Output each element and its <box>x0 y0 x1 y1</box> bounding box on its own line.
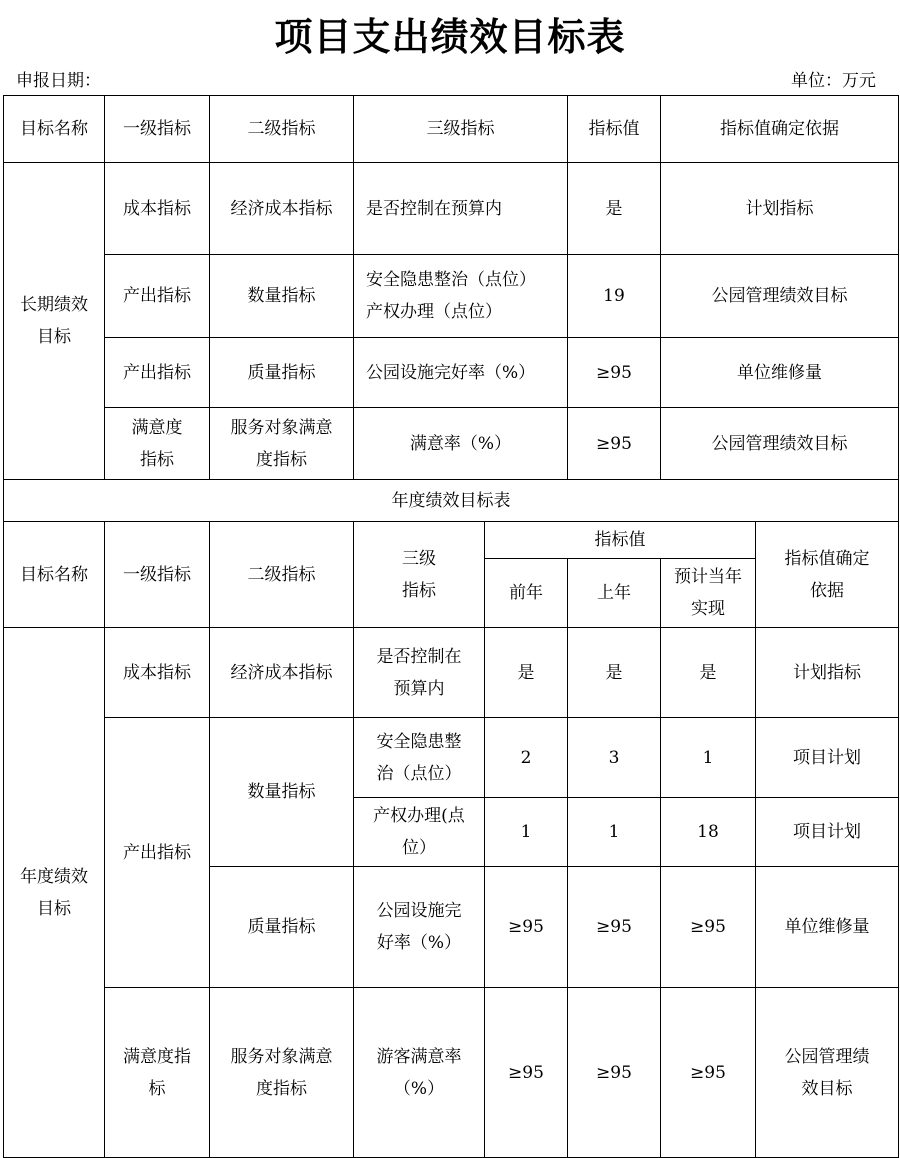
long-term-group-label: 长期绩效 目标 <box>4 163 105 480</box>
cell-level2: 经济成本指标 <box>210 628 354 718</box>
cell-value: ≥95 <box>568 338 661 408</box>
cell-basis: 项目计划 <box>756 798 899 867</box>
cell-expected: 1 <box>661 718 756 798</box>
cell-basis: 公园管理绩 效目标 <box>756 988 899 1158</box>
annual-header-level2: 二级指标 <box>210 522 354 628</box>
annual-header-last-year: 上年 <box>568 559 661 628</box>
cell-prev-year: 是 <box>485 628 568 718</box>
annual-header-expected: 预计当年 实现 <box>661 559 756 628</box>
annual-header-level1: 一级指标 <box>105 522 210 628</box>
header-level1: 一级指标 <box>105 96 210 163</box>
cell-level3: 公园设施完 好率（%） <box>354 867 485 988</box>
cell-level3: 是否控制在 预算内 <box>354 628 485 718</box>
cell-level3: 安全隐患整治（点位） 产权办理（点位） <box>354 255 568 338</box>
cell-level2: 服务对象满意 度指标 <box>210 408 354 480</box>
performance-table <box>3 95 899 1158</box>
cell-value: 是 <box>568 163 661 255</box>
annual-header-level3: 三级 指标 <box>354 522 485 628</box>
long-term-row <box>4 163 899 255</box>
cell-expected: 18 <box>661 798 756 867</box>
header-basis: 指标值确定依据 <box>661 96 899 163</box>
long-term-row <box>4 408 899 480</box>
annual-header-row <box>4 522 899 559</box>
cell-level2: 服务对象满意 度指标 <box>210 988 354 1158</box>
cell-level2: 质量指标 <box>210 867 354 988</box>
cell-level1: 产出指标 <box>105 255 210 338</box>
cell-level1: 成本指标 <box>105 163 210 255</box>
cell-last-year: 1 <box>568 798 661 867</box>
cell-prev-year: ≥95 <box>485 988 568 1158</box>
header-level3: 三级指标 <box>354 96 568 163</box>
long-term-header-row <box>4 96 899 163</box>
cell-quantity-label: 数量指标 <box>210 718 354 867</box>
cell-level3: 安全隐患整 治（点位） <box>354 718 485 798</box>
header-target-name: 目标名称 <box>4 96 105 163</box>
cell-prev-year: 2 <box>485 718 568 798</box>
cell-last-year: 3 <box>568 718 661 798</box>
cell-value: ≥95 <box>568 408 661 480</box>
cell-level2: 经济成本指标 <box>210 163 354 255</box>
cell-prev-year: ≥95 <box>485 867 568 988</box>
cell-basis: 公园管理绩效目标 <box>661 408 899 480</box>
header-value: 指标值 <box>568 96 661 163</box>
cell-expected: ≥95 <box>661 867 756 988</box>
cell-last-year: 是 <box>568 628 661 718</box>
cell-basis: 计划指标 <box>661 163 899 255</box>
cell-expected: ≥95 <box>661 988 756 1158</box>
annual-header-value: 指标值 <box>485 522 756 559</box>
cell-prev-year: 1 <box>485 798 568 867</box>
cell-level3: 公园设施完好率（%） <box>354 338 568 408</box>
cell-output-label: 产出指标 <box>105 718 210 988</box>
annual-section-title-row <box>4 480 899 522</box>
long-term-row <box>4 338 899 408</box>
annual-section-title: 年度绩效目标表 <box>4 480 899 522</box>
cell-value: 19 <box>568 255 661 338</box>
cell-basis: 计划指标 <box>756 628 899 718</box>
cell-level2: 质量指标 <box>210 338 354 408</box>
cell-level3: 是否控制在预算内 <box>354 163 568 255</box>
cell-level3: 游客满意率 （%） <box>354 988 485 1158</box>
report-date-label: 申报日期： <box>16 71 101 91</box>
cell-level3: 满意率（%） <box>354 408 568 480</box>
header-level2: 二级指标 <box>210 96 354 163</box>
annual-row-safety <box>4 718 899 798</box>
cell-basis: 单位维修量 <box>661 338 899 408</box>
cell-last-year: ≥95 <box>568 988 661 1158</box>
cell-level1: 满意度指 标 <box>105 988 210 1158</box>
annual-header-basis: 指标值确定 依据 <box>756 522 899 628</box>
long-term-row <box>4 255 899 338</box>
annual-group-label: 年度绩效 目标 <box>4 628 105 1158</box>
cell-basis: 项目计划 <box>756 718 899 798</box>
cell-level2: 数量指标 <box>210 255 354 338</box>
cell-basis: 单位维修量 <box>756 867 899 988</box>
cell-level3: 产权办理(点 位） <box>354 798 485 867</box>
cell-basis: 公园管理绩效目标 <box>661 255 899 338</box>
cell-level1: 满意度 指标 <box>105 408 210 480</box>
cell-expected: 是 <box>661 628 756 718</box>
cell-last-year: ≥95 <box>568 867 661 988</box>
annual-row-satisfaction <box>4 988 899 1158</box>
page-title: 项目支出绩效目标表 <box>274 15 626 59</box>
annual-header-target-name: 目标名称 <box>4 522 105 628</box>
annual-header-prev-year: 前年 <box>485 559 568 628</box>
cell-level1: 成本指标 <box>105 628 210 718</box>
annual-row-cost <box>4 628 899 718</box>
unit-label: 单位：万元 <box>791 71 876 91</box>
cell-level1: 产出指标 <box>105 338 210 408</box>
